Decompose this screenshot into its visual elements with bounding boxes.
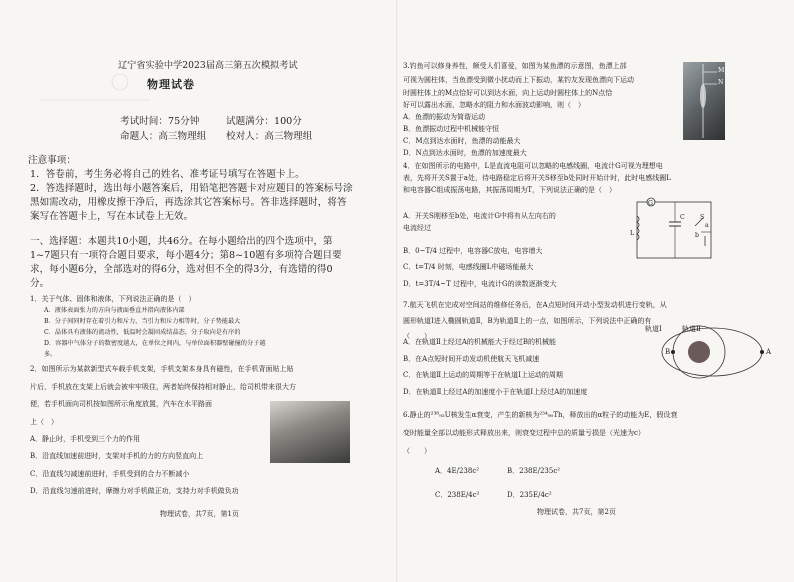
- section-intro-line: 求，每小题6分，全部选对的得6分，选对但不全的得3分，有选错的得0: [30, 264, 333, 275]
- circuit-label-b: b: [695, 232, 699, 239]
- q1-option: A．液体表面张力的方向与液面垂直并指向液体内部: [44, 307, 185, 314]
- q4-stem-line: A．开关S刚移至b处，电流计G中将有从左向右的: [403, 212, 556, 220]
- note-line: 案写在答题卡上，写在本试卷上无效。: [30, 211, 194, 222]
- circuit-label-s: S: [700, 214, 705, 221]
- q7-stem-line: 7.航天飞机在完成对空间站的维修任务后，在A点短时间开动小型发动机进行变轨，从: [403, 301, 667, 309]
- circuit-label-c: C: [680, 214, 685, 221]
- q2-option: D．沿直线匀速前进时，摩擦力对手机做正功，支持力对手机做负功: [30, 487, 239, 495]
- q1-stem: 1．关于气体、固体和液体，下列说法正确的是（ ）: [30, 295, 196, 303]
- q4-stem-line: 表，先将开关S置于a处，待电路稳定后将开关S移至b处同时开始计时，此时电感线圈L: [403, 174, 671, 182]
- q6-stem-line: （ ）: [403, 447, 431, 455]
- q2-stem-line: 片后，手机放在支架上后就会被牢牢吸住，两者始终保持相对静止，给司机带来很大方: [30, 383, 296, 391]
- q7-option: A．在轨道Ⅱ上经过A的机械能大于经过B的机械能: [403, 338, 557, 346]
- page-footer: 物理试卷，共7页，第2页: [537, 508, 616, 516]
- section-intro-line: 分。: [30, 278, 50, 289]
- q7-option: B．在A点短时间开动发动机使航天飞机减速: [403, 355, 540, 363]
- q2-stem-line: 便，若手机面向司机按如图所示角度放置，汽车在水平路面: [30, 400, 212, 408]
- q7-stem-line: （ ）: [403, 332, 431, 340]
- float-label-n: N: [718, 79, 724, 86]
- q4-stem-line: 4．在如图所示的电路中，L是直流电阻可以忽略的电感线圈，电流计G可视为理想电: [403, 162, 663, 170]
- orbit-label-2: 轨道Ⅱ: [682, 325, 701, 333]
- page-footer: 物理试卷，共7页，第1页: [160, 510, 239, 518]
- section-intro-line: 1~7题只有一项符合题目要求，每小题4分；第8~10题有多项符合题目要: [30, 250, 342, 261]
- q6-option: C．238E/4c²: [435, 491, 480, 499]
- q1-option: 多。: [44, 351, 57, 358]
- circuit-label-g: G: [648, 200, 653, 207]
- q4-stem-line: 和电容器C组成振荡电路，其振荡周期为T，下列说法正确的是（ ）: [403, 186, 617, 194]
- q4-stem-line: 电流经过: [403, 224, 431, 232]
- q6-option: B．238E/235c²: [507, 467, 561, 475]
- q1-option: C．晶体具有液体的流动性，低温时会凝固成结晶态，分子取向是有序的: [44, 329, 241, 336]
- note-line: 2．答选择题时，选出每小题答案后，用铅笔把答题卡对应题目的答案标号涂: [30, 183, 353, 194]
- q4-option: D．t=3T/4~T 过程中，电流计G的读数逐渐变大: [403, 280, 557, 288]
- q3-option: B．鱼漂振动过程中机械能守恒: [403, 125, 500, 133]
- lc-circuit-diagram: [629, 196, 719, 266]
- q2-stem-line: 上（ ）: [30, 418, 58, 426]
- float-diagram: [683, 62, 723, 142]
- q2-option: A．静止时，手机受到三个力的作用: [30, 435, 141, 443]
- q7-stem-line: 圆形轨道Ⅰ进入椭圆轨道Ⅱ，B为轨道Ⅱ上的一点，如图所示，下列说法中正确的有: [403, 317, 652, 325]
- q1-option: B．分子间同时存在着引力和斥力，当引力和斥力相等时，分子势能最大: [44, 318, 241, 325]
- phone-mount-photo: [270, 401, 350, 463]
- q3-option: C．M点到达水面时，鱼漂的动能最大: [403, 137, 521, 145]
- q6-stem-line: 变时能量全部以动能形式释放出来，则衰变过程中总的质量亏损是（光速为c）: [403, 429, 645, 437]
- q6-option: D．235E/4c²: [507, 491, 552, 499]
- q2-option: B．沿直线加速前进时，支架对手机的力的方向竖直向上: [30, 452, 204, 460]
- q3-stem-line: 时圆柱体上的M点恰好可以到达水面，向上运动时圆柱体上的N点恰: [403, 89, 613, 97]
- page-2: [397, 0, 794, 582]
- note-line: 1．答卷前，考生务必将自己的姓名、准考证号填写在答题卡上。: [30, 169, 305, 180]
- q3-option: D．N点到达水面时，鱼漂的加速度最大: [403, 149, 527, 157]
- circuit-label-l: L: [630, 230, 635, 237]
- q7-option: C．在轨道Ⅱ上运动的周期等于在轨道Ⅰ上运动的周期: [403, 371, 563, 379]
- q3-stem-line: 3.钓鱼可以修身养性，颇受人们喜爱，如图为某鱼漂的示意图，鱼漂上部: [403, 62, 627, 70]
- exam-time: 考试时间：75分钟: [120, 116, 200, 127]
- setter: 命题人：高三物理组: [120, 131, 207, 142]
- q7-option: D．在轨道Ⅱ上经过A的加速度小于在轨道Ⅰ上经过A的加速度: [403, 388, 588, 396]
- section-intro-line: 一、选择题：本题共10小题，共46分。在每小题给出的四个选项中，第: [30, 236, 333, 247]
- q3-option: A．鱼漂的振动为简谐运动: [403, 113, 486, 121]
- circuit-label-a: a: [705, 222, 709, 229]
- orbit-diagram: [657, 320, 767, 390]
- full-score: 试题满分：100分: [226, 116, 302, 127]
- q2-stem-line: 2．如图所示为某款新型式车载手机支架，手机支架本身具有磁性，在手机背面贴上贴: [30, 365, 294, 373]
- q3-stem-line: 可视为圆柱体，当鱼漂受到微小扰动而上下振动，某钓友发现鱼漂向下运动: [403, 76, 634, 84]
- float-label-m: M: [718, 67, 725, 74]
- q4-option: C．t=T/4 时刻，电感线圈L中磁场能最大: [403, 263, 534, 271]
- orbit-label-1: 轨道Ⅰ: [645, 325, 662, 333]
- orbit-point-a: A: [766, 348, 772, 356]
- q6-option: A．4E/238c²: [435, 467, 480, 475]
- q2-option: C．沿直线匀减速前进时，手机受到的合力不断减小: [30, 470, 190, 478]
- orbit-point-b: B: [665, 348, 671, 356]
- q4-option: B．0~T/4 过程中，电容器C放电，电容增大: [403, 247, 543, 255]
- q6-stem-line: 6.静止的²³⁸₉₂U核发生α衰变，产生的新核为²³⁴₉₀Th，释放出的α粒子的动能为E，假设衰: [403, 411, 678, 419]
- notes-title: 注意事项：: [28, 155, 76, 166]
- subject-title: 物理试卷: [147, 78, 195, 91]
- checker: 校对人：高三物理组: [226, 131, 313, 142]
- q3-stem-line: 好可以露出水面，忽略水的阻力和水面波动影响，则（ ）: [403, 101, 585, 109]
- note-line: 黑如需改动，用橡皮擦干净后，再选涂其它答案标号。答非选择题时，将答: [30, 197, 347, 208]
- school-header: 辽宁省实验中学2023届高三第五次模拟考试: [118, 60, 298, 71]
- q1-option: D．容器中气体分子的数密度越大，在单位之间内，与单位面积器壁碰撞的分子越: [44, 340, 266, 347]
